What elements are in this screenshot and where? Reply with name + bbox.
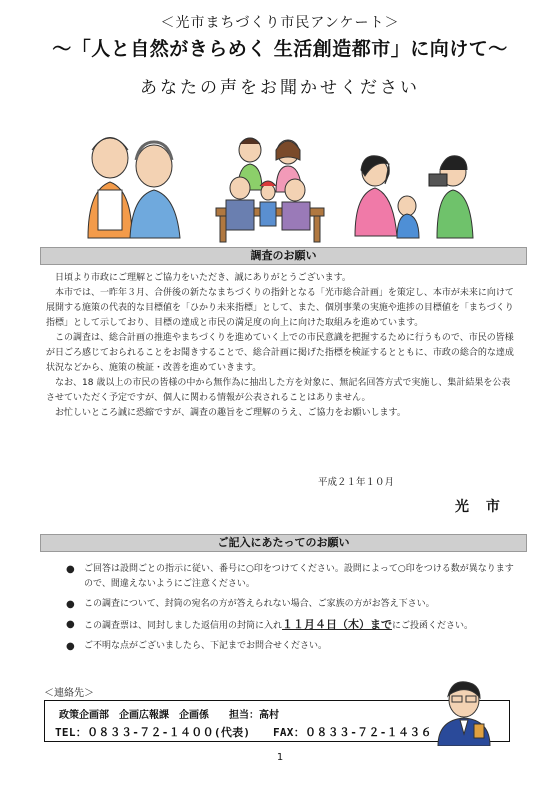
bullet-icon: ● bbox=[66, 619, 75, 630]
list-item bbox=[66, 562, 516, 592]
issue-date: 平成２１年１０月 bbox=[318, 477, 395, 488]
note-text: ご不明な点がございましたら、下記までお問合せください。 bbox=[84, 641, 328, 651]
contact-department: 政策企画部 企画広報課 企画係 担当：高村 bbox=[59, 710, 279, 721]
paragraph: この調査は、総合計画の推進やまちづくりを進めていく上での市民意識を把握するために行うもので、市民の皆様が日ごろ感じておられることをお聞きすることで、総合計画に掲げた指標を検証するとともに、市政の総合的な達成状況などから、施策の検証・改善を進めていきます。 bbox=[46, 333, 514, 373]
bullet-icon: ● bbox=[66, 564, 75, 575]
note-text: この調査について、封筒の宛名の方が答えられない場合、ご家族の方がお答え下さい。 bbox=[84, 599, 435, 609]
contact-phone-fax: TEL：０８３３-７２-１４００(代表) FAX：０８３３-７２-１４３６ bbox=[55, 726, 432, 739]
paragraph: お忙しいところ誠に恐縮ですが、調査の趣旨をご理解のうえ、ご協力をお願いします。 bbox=[55, 408, 406, 418]
signature: 光 市 bbox=[455, 499, 506, 515]
note-text: にご投函ください。 bbox=[392, 621, 474, 631]
request-paragraphs bbox=[46, 271, 516, 421]
note-text: この調査票は、同封しました返信用の封筒に入れ bbox=[84, 621, 283, 631]
note-text: ご回答は設問ごとの指示に従い、番号に○印をつけてください。設問によって○印をつける数が異なりますので、間違えないようにご注意ください。 bbox=[84, 564, 514, 589]
officer-phone-illustration bbox=[434, 680, 494, 746]
deadline-date: １１月４日（木）まで bbox=[282, 618, 393, 631]
paragraph: 本市では、一昨年３月、合併後の新たなまちづくりの指針となる「光市総合計画」を策定し、本市が未来に向けて展開する施策の代表的な目標値を「ひかり未来指標」として、また、個別事業の実施や進捗の目標値を「まちづくり指標」として示しており、目標の達成と市民の満足度の向上に向けた取組みを進めています。 bbox=[46, 288, 514, 328]
notes-section-heading: ご記入にあたってのお願い bbox=[40, 534, 527, 552]
contact-label: ＜連絡先＞ bbox=[44, 688, 94, 699]
main-title: ～「人と自然がきらめく 生活創造都市」に向けて～ bbox=[52, 38, 508, 60]
family-illustration bbox=[210, 130, 330, 245]
page-number: 1 bbox=[276, 752, 284, 763]
paragraph: なお、18 歳以上の市民の皆様の中から無作為に抽出した方を対象に、無記名回答方式で実施し、集計結果を公表させていただく予定ですが、個人に関わる情報が公表されることはありません。 bbox=[46, 378, 511, 403]
paragraph: 日頃より市政にご理解とご協力をいただき、誠にありがとうございます。 bbox=[55, 273, 351, 283]
list-item bbox=[66, 639, 516, 654]
list-item bbox=[66, 597, 516, 612]
notes-list bbox=[66, 562, 516, 659]
bullet-icon: ● bbox=[66, 599, 75, 610]
tagline: あなたの声をお聞かせください bbox=[140, 78, 420, 98]
bullet-icon: ● bbox=[66, 641, 75, 652]
survey-subtitle: ＜光市まちづくり市民アンケート＞ bbox=[160, 15, 400, 31]
mother-baby-camera-illustration bbox=[345, 150, 485, 242]
request-section-heading: 調査のお願い bbox=[40, 247, 527, 265]
list-item bbox=[66, 617, 516, 634]
couple-illustration bbox=[80, 120, 190, 240]
